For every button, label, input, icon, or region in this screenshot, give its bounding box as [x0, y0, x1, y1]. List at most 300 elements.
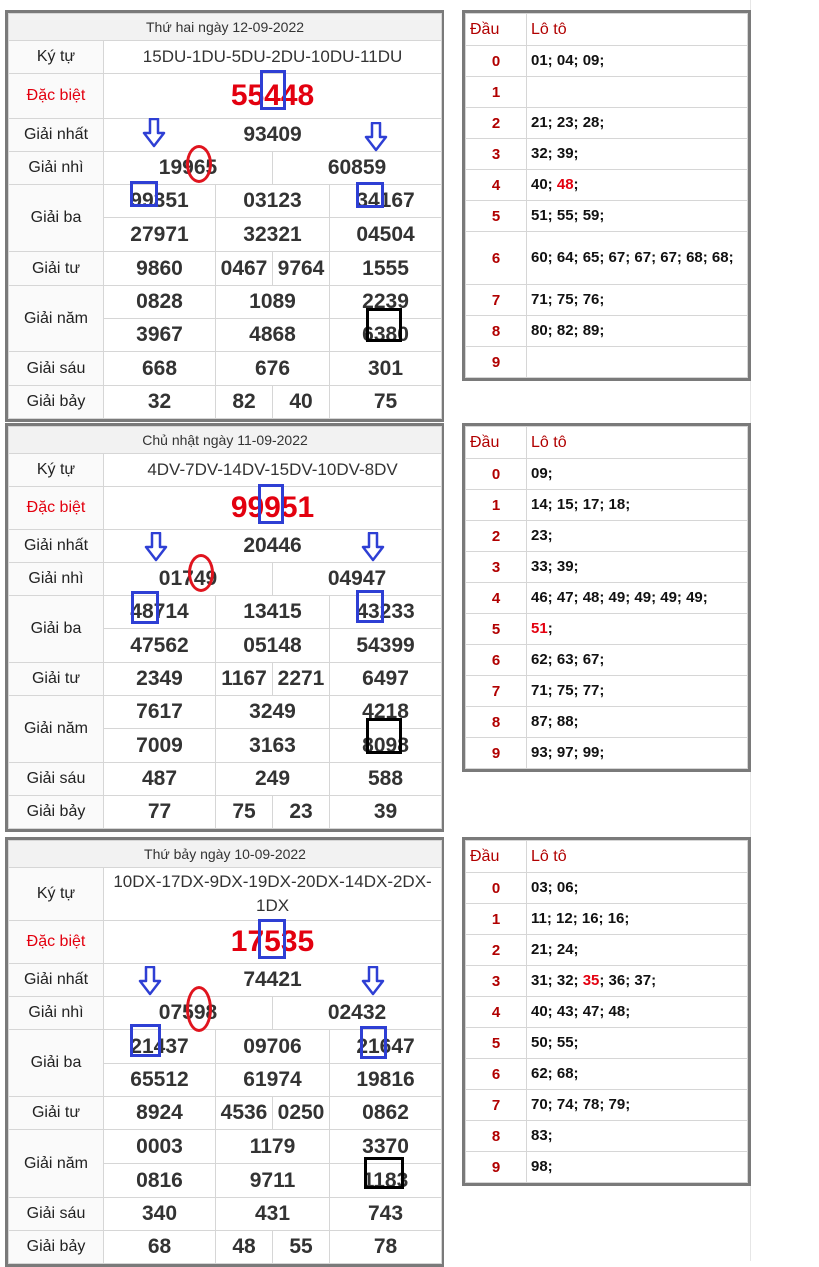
prize-label-text: Đặc biệt: [26, 499, 86, 516]
third-prize: [330, 1030, 442, 1064]
prize-number: 3249: [249, 700, 296, 723]
prize-number: 19816: [356, 1068, 415, 1091]
prize-label-text: Giải bảy: [26, 393, 86, 410]
loto-dau: 5: [466, 201, 527, 232]
prize-label-text: Ký tự: [36, 885, 76, 902]
prize-number: 21437: [130, 1034, 189, 1058]
loto-values: [527, 904, 748, 935]
prize-label-text: Đặc biệt: [26, 87, 86, 104]
loto-row: [466, 935, 748, 966]
third-prize: [330, 218, 442, 252]
loto-special-number: 51: [531, 620, 548, 637]
loto-number: 14; 15; 17; 18;: [531, 496, 631, 513]
loto-values: [527, 1059, 748, 1090]
third-prize: [216, 596, 330, 629]
kytu-value: [104, 41, 442, 74]
loto-number: 01; 04; 09;: [531, 52, 605, 69]
prize-number: 09706: [243, 1034, 302, 1058]
loto-dau: 9: [466, 1152, 527, 1183]
prize-number: 3370: [362, 1134, 409, 1158]
date-title-text: Chủ nhật ngày 11-09-2022: [142, 432, 308, 448]
prize-number: 2349: [136, 667, 183, 690]
loto-values: [527, 201, 748, 232]
loto-number: 50; 55;: [531, 1034, 579, 1051]
loto-number: 62; 63; 67;: [531, 651, 605, 668]
loto-number: 03; 06;: [531, 879, 579, 896]
fifth-prize: [216, 1164, 330, 1198]
prize-number: 340: [141, 1202, 178, 1225]
third-prize: [104, 1030, 216, 1064]
prize-label-text: Giải tư: [31, 1104, 81, 1121]
loto-number: 98;: [531, 1158, 553, 1175]
loto-values: [527, 490, 748, 521]
loto-number: 51; 55; 59;: [531, 207, 605, 224]
seventh-prize: [273, 386, 330, 419]
prize-label-text: Giải sáu: [26, 770, 86, 787]
first-prize: [104, 119, 442, 152]
prize-number: 7009: [136, 733, 183, 757]
kytu-value: [104, 454, 442, 487]
prize-number: 301: [368, 356, 404, 380]
loto-header-dau: Đầu: [466, 841, 527, 873]
fifth-prize: [330, 1164, 442, 1198]
prize-label-text: Giải nhì: [28, 1004, 84, 1021]
fifth-prize: [104, 696, 216, 729]
loto-number: ;: [573, 176, 579, 193]
prize-number: 6497: [362, 667, 409, 690]
loto-number: 83;: [531, 1127, 553, 1144]
loto-row: [466, 201, 748, 232]
prize-label: [9, 696, 104, 763]
loto-row: [466, 676, 748, 707]
loto-dau: 1: [466, 490, 527, 521]
prize-label-text: Giải năm: [23, 309, 89, 327]
fifth-prize: [104, 1164, 216, 1198]
prize-label-text: Giải năm: [23, 720, 89, 737]
loto-dau: 8: [466, 316, 527, 347]
prize-number: 2239: [362, 290, 409, 313]
prize-number: 0467: [220, 256, 268, 280]
fifth-prize: [104, 319, 216, 352]
prize-label-text: Giải nhất: [23, 126, 89, 143]
loto-dau: 8: [466, 707, 527, 738]
prize-number: 4868: [249, 323, 296, 346]
prize-number: 487: [141, 767, 178, 790]
loto-row: [466, 139, 748, 170]
first-prize-number: 20446: [243, 534, 302, 557]
kytu-text: 15DU-1DU-5DU-2DU-10DU-11DU: [142, 47, 403, 66]
prize-number: 60859: [327, 156, 387, 179]
prize-label: [9, 1231, 104, 1264]
fifth-prize: [330, 286, 442, 319]
loto-row: [466, 108, 748, 139]
second-prize: [104, 563, 273, 596]
loto-number: 71; 75; 76;: [531, 291, 605, 308]
loto-values: [527, 285, 748, 316]
loto-number: 21; 23; 28;: [531, 114, 605, 131]
loto-values: [527, 170, 748, 201]
prize-number: 82: [232, 390, 256, 413]
loto-dau: 8: [466, 1121, 527, 1152]
third-prize: [216, 185, 330, 218]
loto-values: [527, 232, 748, 285]
prize-number: 13415: [243, 600, 302, 623]
prize-number: 2271: [277, 667, 325, 690]
prize-label-text: Giải ba: [30, 209, 82, 226]
sixth-prize: [104, 352, 216, 386]
special-prize-number: 17535: [230, 925, 315, 958]
loto-row: [466, 583, 748, 614]
prize-number: 55: [289, 1235, 313, 1258]
prize-label: [9, 530, 104, 563]
loto-number: 87; 88;: [531, 713, 579, 730]
prize-number: 68: [147, 1235, 172, 1258]
prize-number: 04947: [327, 567, 387, 590]
sixth-prize: [104, 1198, 216, 1231]
third-prize: [330, 185, 442, 218]
prize-label: [9, 796, 104, 829]
fourth-prize: [216, 252, 273, 286]
prize-number: 01749: [158, 567, 218, 590]
loto-row: [466, 738, 748, 769]
seventh-prize: [273, 1231, 330, 1264]
prize-label: [9, 997, 104, 1030]
first-prize: [104, 964, 442, 997]
prize-number: 02432: [327, 1001, 387, 1024]
prize-label-text: Giải tư: [31, 670, 81, 687]
loto-header-loto: Lô tô: [527, 841, 748, 873]
fifth-prize: [330, 696, 442, 729]
fifth-prize: [216, 319, 330, 352]
draw-date-title: [9, 841, 442, 868]
loto-dau: 0: [466, 46, 527, 77]
third-prize: [104, 1064, 216, 1097]
prize-number: 8098: [362, 733, 409, 757]
seventh-prize: [104, 1231, 216, 1264]
loto-special-number: 35: [582, 972, 600, 989]
loto-dau: 2: [466, 935, 527, 966]
loto-row: [466, 459, 748, 490]
prize-label: [9, 252, 104, 286]
special-prize: [104, 74, 442, 119]
second-prize: [104, 152, 273, 185]
second-prize: [273, 563, 442, 596]
loto-dau: 3: [466, 552, 527, 583]
loto-dau: 4: [466, 997, 527, 1028]
prize-label-text: Đặc biệt: [26, 933, 86, 950]
loto-header-dau: Đầu: [466, 427, 527, 459]
loto-values: [527, 108, 748, 139]
loto-number: 33; 39;: [531, 558, 579, 575]
prize-label: [9, 352, 104, 386]
fourth-prize: [273, 663, 330, 696]
draw-results-table: [5, 837, 444, 1267]
fifth-prize: [330, 1130, 442, 1164]
loto-values: [527, 316, 748, 347]
special-prize-number: 55448: [230, 79, 315, 112]
prize-number: 61974: [243, 1068, 302, 1091]
prize-label-text: Giải bảy: [26, 1238, 86, 1255]
prize-label: [9, 119, 104, 152]
prize-label: [9, 964, 104, 997]
prize-number: 40: [289, 390, 313, 413]
loto-number: 46; 47; 48; 49; 49; 49; 49;: [531, 589, 708, 606]
loto-dau: 3: [466, 139, 527, 170]
prize-number: 3163: [249, 733, 296, 757]
prize-label: [9, 286, 104, 352]
prize-label: [9, 1198, 104, 1231]
prize-number: 04504: [356, 222, 415, 246]
prize-label-text: Giải tư: [31, 259, 81, 277]
prize-label-text: Giải nhì: [28, 159, 84, 176]
prize-label: [9, 386, 104, 419]
loto-values: [527, 347, 748, 378]
loto-number: 70; 74; 78; 79;: [531, 1096, 631, 1113]
loto-number: 93; 97; 99;: [531, 744, 605, 761]
loto-row: [466, 614, 748, 645]
second-prize: [273, 997, 442, 1030]
prize-label: [9, 563, 104, 596]
loto-values: [527, 46, 748, 77]
loto-dau: 4: [466, 583, 527, 614]
fourth-prize: [104, 663, 216, 696]
prize-number: 1179: [249, 1134, 296, 1158]
prize-number: 34167: [356, 189, 415, 212]
third-prize: [104, 185, 216, 218]
draw-date-title: [9, 14, 442, 41]
fourth-prize: [104, 252, 216, 286]
loto-dau: 6: [466, 645, 527, 676]
prize-label: [9, 763, 104, 796]
prize-number: 77: [147, 800, 172, 823]
special-prize: [104, 487, 442, 530]
loto-row: [466, 1059, 748, 1090]
loto-row: [466, 347, 748, 378]
draw-results-table: [5, 10, 444, 422]
seventh-prize: [330, 1231, 442, 1264]
seventh-prize: [104, 386, 216, 419]
loto-values: [527, 645, 748, 676]
first-prize: [104, 530, 442, 563]
loto-values: [527, 935, 748, 966]
date-title-text: Thứ bảy ngày 10-09-2022: [144, 846, 306, 862]
loto-values: [527, 1121, 748, 1152]
prize-number: 9711: [249, 1168, 296, 1192]
loto-values: [527, 1152, 748, 1183]
seventh-prize: [330, 796, 442, 829]
prize-label: [9, 74, 104, 119]
loto-table: [462, 423, 751, 772]
fifth-prize: [330, 319, 442, 352]
prize-label-text: Giải nhất: [23, 537, 89, 554]
prize-number: 19965: [158, 156, 218, 179]
prize-number: 431: [254, 1202, 291, 1225]
prize-number: 48714: [130, 600, 189, 623]
prize-number: 4536: [220, 1101, 268, 1124]
fourth-prize: [273, 252, 330, 286]
loto-dau: 5: [466, 614, 527, 645]
second-prize: [273, 152, 442, 185]
prize-number: 32321: [243, 222, 302, 246]
fifth-prize: [216, 1130, 330, 1164]
loto-dau: 1: [466, 904, 527, 935]
second-prize: [104, 997, 273, 1030]
fifth-prize: [330, 729, 442, 763]
loto-row: [466, 873, 748, 904]
prize-number: 743: [368, 1202, 404, 1225]
prize-label-text: Giải bảy: [26, 803, 86, 820]
loto-dau: 5: [466, 1028, 527, 1059]
loto-values: [527, 1090, 748, 1121]
third-prize: [216, 1030, 330, 1064]
prize-label-text: Giải năm: [23, 1154, 89, 1172]
loto-dau: 2: [466, 521, 527, 552]
loto-row: [466, 285, 748, 316]
loto-number: 80; 82; 89;: [531, 322, 605, 339]
fourth-prize: [216, 1097, 273, 1130]
prize-number: 0003: [136, 1134, 183, 1158]
loto-dau: 9: [466, 738, 527, 769]
prize-number: 1183: [362, 1168, 409, 1192]
fifth-prize: [216, 696, 330, 729]
prize-number: 0862: [362, 1101, 409, 1124]
loto-values: [527, 583, 748, 614]
loto-row: [466, 521, 748, 552]
prize-label: [9, 1030, 104, 1097]
loto-dau: 0: [466, 459, 527, 490]
loto-values: [527, 1028, 748, 1059]
seventh-prize: [104, 796, 216, 829]
loto-dau: 1: [466, 77, 527, 108]
prize-number: 78: [373, 1235, 398, 1258]
prize-label: [9, 663, 104, 696]
loto-dau: 7: [466, 285, 527, 316]
first-prize-number: 93409: [243, 123, 302, 146]
prize-label-text: Giải nhất: [23, 971, 89, 988]
prize-number: 668: [141, 356, 178, 380]
loto-dau: 4: [466, 170, 527, 201]
loto-values: [527, 997, 748, 1028]
fourth-prize: [216, 663, 273, 696]
third-prize: [104, 218, 216, 252]
prize-label-text: Giải sáu: [26, 1205, 86, 1222]
fourth-prize: [330, 1097, 442, 1130]
prize-number: 6380: [362, 323, 409, 346]
loto-row: [466, 1028, 748, 1059]
third-prize: [216, 218, 330, 252]
prize-number: 9860: [136, 256, 183, 280]
loto-values: [527, 459, 748, 490]
prize-label: [9, 185, 104, 252]
loto-row: [466, 170, 748, 201]
loto-row: [466, 966, 748, 997]
fourth-prize: [330, 252, 442, 286]
prize-label: [9, 1130, 104, 1198]
prize-number: 75: [232, 800, 256, 823]
loto-header-loto: Lô tô: [527, 14, 748, 46]
loto-row: [466, 316, 748, 347]
loto-dau: 2: [466, 108, 527, 139]
prize-number: 1167: [221, 667, 267, 690]
loto-number: 60; 64; 65; 67; 67; 67; 68; 68;: [531, 249, 734, 266]
prize-number: 0828: [136, 290, 183, 313]
prize-number: 7617: [136, 700, 183, 723]
special-prize-number: 99951: [230, 491, 315, 524]
loto-dau: 9: [466, 347, 527, 378]
prize-number: 3967: [136, 323, 183, 346]
loto-values: [527, 614, 748, 645]
sixth-prize: [216, 763, 330, 796]
sixth-prize: [216, 352, 330, 386]
first-prize-number: 74421: [243, 968, 302, 991]
sixth-prize: [330, 1198, 442, 1231]
loto-number: 71; 75; 77;: [531, 682, 605, 699]
loto-header-loto: Lô tô: [527, 427, 748, 459]
loto-number: ; 36; 37;: [599, 972, 657, 989]
fourth-prize: [330, 663, 442, 696]
loto-number: 23;: [531, 527, 553, 544]
prize-label-text: Ký tự: [36, 461, 76, 478]
loto-values: [527, 676, 748, 707]
prize-label: [9, 596, 104, 663]
loto-special-number: 48: [556, 176, 574, 193]
loto-values: [527, 873, 748, 904]
seventh-prize: [216, 386, 273, 419]
prize-number: 249: [254, 767, 291, 790]
special-prize: [104, 921, 442, 964]
seventh-prize: [216, 796, 273, 829]
sixth-prize: [104, 763, 216, 796]
prize-label: [9, 1097, 104, 1130]
loto-row: [466, 997, 748, 1028]
prize-number: 75: [373, 390, 398, 413]
fourth-prize: [104, 1097, 216, 1130]
loto-dau: 7: [466, 676, 527, 707]
prize-number: 0250: [277, 1101, 325, 1124]
prize-number: 65512: [130, 1068, 189, 1091]
loto-dau: 7: [466, 1090, 527, 1121]
loto-number: 40;: [531, 176, 557, 193]
third-prize: [216, 629, 330, 663]
loto-dau: 6: [466, 232, 527, 285]
loto-dau: 0: [466, 873, 527, 904]
date-title-text: Thứ hai ngày 12-09-2022: [146, 19, 305, 35]
loto-dau: 6: [466, 1059, 527, 1090]
prize-number: 07598: [158, 1001, 218, 1024]
loto-number: 09;: [531, 465, 553, 482]
loto-row: [466, 77, 748, 108]
third-prize: [330, 596, 442, 629]
loto-dau: 3: [466, 966, 527, 997]
prize-number: 676: [254, 356, 291, 380]
third-prize: [104, 629, 216, 663]
loto-row: [466, 1152, 748, 1183]
prize-number: 8924: [136, 1101, 183, 1124]
prize-label: [9, 152, 104, 185]
loto-row: [466, 46, 748, 77]
prize-label-text: Giải nhì: [28, 570, 84, 587]
loto-values: [527, 77, 748, 108]
loto-number: 31; 32;: [531, 972, 583, 989]
fifth-prize: [216, 729, 330, 763]
loto-table: [462, 10, 751, 381]
prize-number: 27971: [130, 222, 189, 246]
prize-number: 54399: [356, 633, 415, 657]
prize-number: 43233: [356, 600, 415, 623]
kytu-text: 4DV-7DV-14DV-15DV-10DV-8DV: [147, 460, 398, 479]
prize-number: 21647: [356, 1034, 415, 1058]
sixth-prize: [330, 352, 442, 386]
